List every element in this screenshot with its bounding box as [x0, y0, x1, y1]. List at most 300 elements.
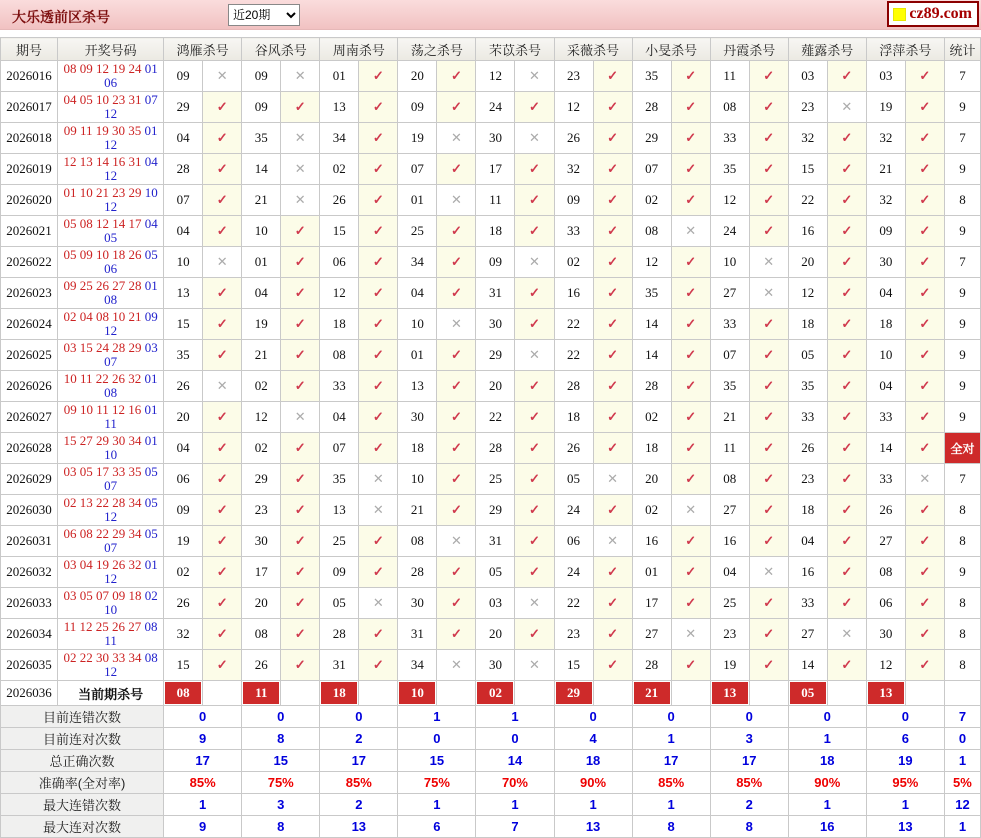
kill-number-cell: 14 — [866, 433, 905, 464]
check-mark-icon: ✓ — [437, 619, 476, 650]
kill-number-cell: 18 — [788, 309, 827, 340]
summary-value: 18 — [788, 750, 866, 772]
kill-number-cell: 19 — [710, 650, 749, 681]
check-mark-icon: ✓ — [905, 619, 944, 650]
back-area-number-2: 12 — [104, 168, 118, 183]
front-area-numbers: 02 13 22 28 34 — [63, 495, 142, 510]
current-mark-empty-cell — [359, 681, 398, 706]
front-area-numbers: 06 08 22 29 34 — [63, 526, 142, 541]
summary-label: 最大连对次数 — [1, 816, 164, 838]
kill-number-cell: 08 — [242, 619, 281, 650]
check-mark-icon: ✓ — [515, 154, 554, 185]
kill-number-cell: 29 — [632, 123, 671, 154]
draw-numbers-cell — [58, 61, 164, 92]
kill-number-table — [0, 37, 981, 838]
kill-number-cell: 01 — [398, 185, 437, 216]
kill-number-cell: 21 — [866, 154, 905, 185]
front-area-numbers: 01 10 21 23 29 — [63, 185, 142, 200]
stat-cell: 9 — [944, 309, 980, 340]
table-row — [1, 371, 981, 402]
check-mark-icon: ✓ — [359, 557, 398, 588]
front-area-numbers: 05 09 10 18 26 — [63, 247, 142, 262]
check-mark-icon: ✓ — [749, 92, 788, 123]
back-area-number-2: 12 — [104, 106, 118, 121]
table-row — [1, 340, 981, 371]
period-cell: 2026026 — [1, 371, 58, 402]
summary-value: 0 — [320, 706, 398, 728]
cross-mark-icon: ✕ — [437, 185, 476, 216]
header-draw: 开奖号码 — [58, 38, 164, 61]
table-row — [1, 402, 981, 433]
kill-number-cell: 29 — [164, 92, 203, 123]
kill-number-cell: 32 — [788, 123, 827, 154]
check-mark-icon: ✓ — [671, 526, 710, 557]
draw-numbers-cell — [58, 92, 164, 123]
summary-label: 最大连错次数 — [1, 794, 164, 816]
check-mark-icon: ✓ — [827, 371, 866, 402]
kill-number-cell: 09 — [476, 247, 515, 278]
check-mark-icon: ✓ — [749, 650, 788, 681]
current-mark-empty-cell — [827, 681, 866, 706]
front-area-numbers: 12 13 14 16 31 — [63, 154, 142, 169]
check-mark-icon: ✓ — [671, 154, 710, 185]
kill-number-cell: 27 — [866, 526, 905, 557]
current-kill-badge: 13 — [712, 682, 748, 704]
kill-number-cell: 26 — [164, 588, 203, 619]
kill-number-cell: 20 — [164, 402, 203, 433]
summary-value: 0 — [866, 706, 944, 728]
kill-number-cell: 04 — [866, 371, 905, 402]
kill-number-cell: 07 — [320, 433, 359, 464]
check-mark-icon: ✓ — [827, 278, 866, 309]
kill-number-cell: 16 — [554, 278, 593, 309]
stat-cell: 8 — [944, 588, 980, 619]
draw-numbers-cell — [58, 495, 164, 526]
kill-number-cell: 10 — [398, 464, 437, 495]
current-kill-badge: 21 — [634, 682, 670, 704]
check-mark-icon: ✓ — [671, 340, 710, 371]
check-mark-icon: ✓ — [437, 278, 476, 309]
summary-value: 7 — [476, 816, 554, 838]
summary-stat-value: 1 — [944, 816, 980, 838]
kill-number-cell: 30 — [476, 650, 515, 681]
kill-number-cell: 35 — [632, 278, 671, 309]
kill-number-cell: 16 — [788, 557, 827, 588]
kill-number-cell: 17 — [632, 588, 671, 619]
check-mark-icon: ✓ — [281, 340, 320, 371]
summary-value: 0 — [632, 706, 710, 728]
check-mark-icon: ✓ — [281, 216, 320, 247]
kill-number-cell: 28 — [632, 371, 671, 402]
current-mark-empty-cell — [515, 681, 554, 706]
check-mark-icon: ✓ — [905, 371, 944, 402]
table-row — [1, 526, 981, 557]
stat-cell: 8 — [944, 526, 980, 557]
check-mark-icon: ✓ — [437, 433, 476, 464]
header-expert-10: 浮萍杀号 — [866, 38, 944, 61]
summary-value: 8 — [242, 728, 320, 750]
check-mark-icon: ✓ — [203, 402, 242, 433]
summary-row — [1, 728, 981, 750]
front-area-numbers: 04 05 10 23 31 — [63, 92, 142, 107]
check-mark-icon: ✓ — [359, 123, 398, 154]
kill-number-cell: 18 — [320, 309, 359, 340]
draw-numbers-cell — [58, 154, 164, 185]
back-area-number-1: 09 — [144, 309, 158, 324]
check-mark-icon: ✓ — [671, 61, 710, 92]
kill-number-cell: 04 — [710, 557, 749, 588]
cross-mark-icon: ✕ — [749, 278, 788, 309]
kill-number-cell: 32 — [554, 154, 593, 185]
kill-number-cell: 04 — [164, 433, 203, 464]
back-area-number-2: 10 — [104, 602, 118, 617]
summary-label: 准确率(全对率) — [1, 772, 164, 794]
check-mark-icon: ✓ — [827, 433, 866, 464]
kill-number-cell: 23 — [554, 61, 593, 92]
check-mark-icon: ✓ — [515, 371, 554, 402]
summary-value: 8 — [632, 816, 710, 838]
check-mark-icon: ✓ — [515, 495, 554, 526]
draw-numbers-cell — [58, 588, 164, 619]
check-mark-icon: ✓ — [905, 433, 944, 464]
summary-value: 8 — [710, 816, 788, 838]
current-kill-badge: 18 — [321, 682, 357, 704]
cross-mark-icon: ✕ — [281, 61, 320, 92]
kill-number-cell: 33 — [866, 464, 905, 495]
draw-numbers-cell — [58, 402, 164, 433]
check-mark-icon: ✓ — [593, 371, 632, 402]
back-area-number-2: 07 — [104, 478, 118, 493]
kill-number-cell: 28 — [164, 154, 203, 185]
kill-number-cell: 02 — [242, 371, 281, 402]
summary-value: 85% — [320, 772, 398, 794]
kill-number-cell: 21 — [398, 495, 437, 526]
kill-number-cell: 25 — [476, 464, 515, 495]
check-mark-icon: ✓ — [593, 588, 632, 619]
cross-mark-icon: ✕ — [749, 557, 788, 588]
check-mark-icon: ✓ — [515, 464, 554, 495]
check-mark-icon: ✓ — [437, 92, 476, 123]
kill-number-cell: 22 — [476, 402, 515, 433]
check-mark-icon: ✓ — [671, 464, 710, 495]
current-mark-empty-cell — [905, 681, 944, 706]
period-cell: 2026016 — [1, 61, 58, 92]
check-mark-icon: ✓ — [437, 340, 476, 371]
check-mark-icon: ✓ — [827, 216, 866, 247]
check-mark-icon: ✓ — [593, 402, 632, 433]
kill-number-cell: 15 — [320, 216, 359, 247]
summary-value: 2 — [710, 794, 788, 816]
check-mark-icon: ✓ — [827, 464, 866, 495]
kill-number-cell: 30 — [476, 123, 515, 154]
check-mark-icon: ✓ — [671, 557, 710, 588]
kill-number-cell: 24 — [710, 216, 749, 247]
check-mark-icon: ✓ — [281, 247, 320, 278]
check-mark-icon: ✓ — [203, 526, 242, 557]
stat-cell: 9 — [944, 92, 980, 123]
summary-value: 6 — [398, 816, 476, 838]
period-range-select[interactable] — [228, 4, 300, 26]
back-area-number-1: 07 — [144, 92, 158, 107]
kill-number-cell: 24 — [554, 495, 593, 526]
check-mark-icon: ✓ — [593, 247, 632, 278]
summary-value: 0 — [242, 706, 320, 728]
check-mark-icon: ✓ — [281, 619, 320, 650]
header-expert-5: 芣苡杀号 — [476, 38, 554, 61]
kill-number-cell: 28 — [632, 92, 671, 123]
kill-number-cell: 11 — [710, 61, 749, 92]
check-mark-icon: ✓ — [359, 619, 398, 650]
summary-value: 2 — [320, 794, 398, 816]
back-area-number-1: 05 — [144, 464, 158, 479]
current-kill-cell — [632, 681, 671, 706]
header-expert-9: 薤露杀号 — [788, 38, 866, 61]
summary-stat-value: 5% — [944, 772, 980, 794]
summary-value: 9 — [164, 728, 242, 750]
kill-number-cell: 02 — [320, 154, 359, 185]
summary-row — [1, 750, 981, 772]
kill-number-cell: 31 — [476, 278, 515, 309]
check-mark-icon: ✓ — [905, 216, 944, 247]
check-mark-icon: ✓ — [749, 309, 788, 340]
summary-label: 目前连对次数 — [1, 728, 164, 750]
check-mark-icon: ✓ — [749, 433, 788, 464]
kill-number-cell: 35 — [320, 464, 359, 495]
kill-number-cell: 15 — [164, 309, 203, 340]
check-mark-icon: ✓ — [281, 278, 320, 309]
summary-value: 75% — [242, 772, 320, 794]
current-kill-badge: 02 — [477, 682, 513, 704]
kill-number-cell: 25 — [398, 216, 437, 247]
draw-numbers-cell — [58, 216, 164, 247]
header-expert-4: 荡之杀号 — [398, 38, 476, 61]
cross-mark-icon: ✕ — [515, 650, 554, 681]
kill-number-cell: 05 — [554, 464, 593, 495]
current-mark-empty-cell — [203, 681, 242, 706]
period-cell: 2026023 — [1, 278, 58, 309]
cross-mark-icon: ✕ — [515, 61, 554, 92]
period-cell: 2026018 — [1, 123, 58, 154]
check-mark-icon: ✓ — [203, 464, 242, 495]
summary-value: 85% — [710, 772, 788, 794]
back-area-number-2: 11 — [104, 633, 117, 648]
draw-numbers-cell — [58, 650, 164, 681]
kill-number-cell: 02 — [632, 185, 671, 216]
site-logo[interactable] — [887, 1, 979, 27]
kill-number-cell: 13 — [398, 371, 437, 402]
period-cell: 2026030 — [1, 495, 58, 526]
stat-cell: 7 — [944, 61, 980, 92]
check-mark-icon: ✓ — [437, 557, 476, 588]
kill-number-cell: 01 — [320, 61, 359, 92]
check-mark-icon: ✓ — [593, 650, 632, 681]
current-mark-empty-cell — [437, 681, 476, 706]
check-mark-icon: ✓ — [671, 92, 710, 123]
check-mark-icon: ✓ — [671, 371, 710, 402]
kill-number-cell: 35 — [632, 61, 671, 92]
cross-mark-icon: ✕ — [359, 588, 398, 619]
kill-number-cell: 26 — [788, 433, 827, 464]
check-mark-icon: ✓ — [827, 495, 866, 526]
summary-value: 3 — [710, 728, 788, 750]
kill-number-cell: 23 — [788, 464, 827, 495]
check-mark-icon: ✓ — [203, 495, 242, 526]
kill-number-cell: 28 — [320, 619, 359, 650]
current-mark-empty-cell — [281, 681, 320, 706]
kill-number-cell: 02 — [632, 495, 671, 526]
page-title: 大乐透前区杀号 — [12, 9, 110, 25]
front-area-numbers: 09 25 26 27 28 — [63, 278, 142, 293]
kill-number-cell: 27 — [632, 619, 671, 650]
summary-stat-value: 1 — [944, 750, 980, 772]
kill-number-cell: 26 — [554, 123, 593, 154]
stat-cell: 9 — [944, 402, 980, 433]
current-kill-badge: 11 — [243, 682, 279, 704]
kill-number-cell: 33 — [320, 371, 359, 402]
summary-value: 0 — [710, 706, 788, 728]
back-area-number-2: 05 — [104, 230, 118, 245]
current-kill-cell — [710, 681, 749, 706]
current-kill-cell — [242, 681, 281, 706]
check-mark-icon: ✓ — [749, 123, 788, 154]
kill-number-cell: 02 — [164, 557, 203, 588]
cross-mark-icon: ✕ — [671, 495, 710, 526]
back-area-number-2: 07 — [104, 540, 118, 555]
kill-number-cell: 33 — [866, 402, 905, 433]
check-mark-icon: ✓ — [359, 216, 398, 247]
period-cell: 2026033 — [1, 588, 58, 619]
stat-cell: 7 — [944, 123, 980, 154]
kill-number-cell: 13 — [320, 92, 359, 123]
back-area-number-2: 06 — [104, 261, 118, 276]
check-mark-icon: ✓ — [905, 340, 944, 371]
check-mark-icon: ✓ — [359, 154, 398, 185]
kill-number-cell: 33 — [710, 123, 749, 154]
draw-numbers-cell — [58, 464, 164, 495]
current-kill-badge: 08 — [165, 682, 201, 704]
kill-number-cell: 21 — [242, 185, 281, 216]
check-mark-icon: ✓ — [203, 154, 242, 185]
check-mark-icon: ✓ — [515, 433, 554, 464]
kill-number-cell: 31 — [320, 650, 359, 681]
current-kill-cell — [476, 681, 515, 706]
kill-number-cell: 02 — [242, 433, 281, 464]
stat-cell: 9 — [944, 557, 980, 588]
front-area-numbers: 11 12 25 26 27 — [63, 619, 142, 634]
check-mark-icon: ✓ — [515, 278, 554, 309]
cross-mark-icon: ✕ — [281, 123, 320, 154]
table-row — [1, 495, 981, 526]
kill-number-cell: 06 — [866, 588, 905, 619]
kill-number-cell: 15 — [164, 650, 203, 681]
front-area-numbers: 10 11 22 26 32 — [63, 371, 142, 386]
front-area-numbers: 15 27 29 30 34 — [63, 433, 142, 448]
summary-value: 1 — [788, 728, 866, 750]
check-mark-icon: ✓ — [671, 247, 710, 278]
check-mark-icon: ✓ — [281, 526, 320, 557]
summary-label: 目前连错次数 — [1, 706, 164, 728]
kill-number-cell: 24 — [476, 92, 515, 123]
cross-mark-icon: ✕ — [671, 619, 710, 650]
check-mark-icon: ✓ — [905, 123, 944, 154]
check-mark-icon: ✓ — [437, 371, 476, 402]
check-mark-icon: ✓ — [203, 216, 242, 247]
period-cell: 2026028 — [1, 433, 58, 464]
stat-cell: 8 — [944, 619, 980, 650]
kill-number-cell: 30 — [866, 619, 905, 650]
check-mark-icon: ✓ — [749, 464, 788, 495]
check-mark-icon: ✓ — [671, 278, 710, 309]
check-mark-icon: ✓ — [203, 588, 242, 619]
current-kill-badge: 10 — [399, 682, 435, 704]
kill-number-cell: 16 — [788, 216, 827, 247]
summary-value: 15 — [242, 750, 320, 772]
kill-number-cell: 19 — [164, 526, 203, 557]
stat-cell: 8 — [944, 650, 980, 681]
summary-value: 90% — [788, 772, 866, 794]
kill-number-cell: 35 — [242, 123, 281, 154]
front-area-numbers: 09 11 19 30 35 — [63, 123, 142, 138]
check-mark-icon: ✓ — [359, 278, 398, 309]
cross-mark-icon: ✕ — [593, 464, 632, 495]
back-area-number-1: 05 — [144, 247, 158, 262]
stat-cell — [944, 681, 980, 706]
header-expert-2: 谷风杀号 — [242, 38, 320, 61]
back-area-number-2: 12 — [104, 323, 118, 338]
check-mark-icon: ✓ — [827, 123, 866, 154]
back-area-number-2: 08 — [104, 292, 118, 307]
summary-value: 3 — [242, 794, 320, 816]
check-mark-icon: ✓ — [749, 216, 788, 247]
check-mark-icon: ✓ — [515, 557, 554, 588]
kill-number-cell: 07 — [710, 340, 749, 371]
summary-label: 总正确次数 — [1, 750, 164, 772]
check-mark-icon: ✓ — [359, 247, 398, 278]
kill-number-cell: 35 — [710, 371, 749, 402]
current-kill-cell — [320, 681, 359, 706]
kill-number-cell: 12 — [632, 247, 671, 278]
check-mark-icon: ✓ — [905, 495, 944, 526]
summary-stat-value: 7 — [944, 706, 980, 728]
summary-row — [1, 794, 981, 816]
check-mark-icon: ✓ — [515, 402, 554, 433]
summary-value: 8 — [242, 816, 320, 838]
kill-number-cell: 35 — [710, 154, 749, 185]
back-area-number-1: 01 — [144, 557, 158, 572]
kill-number-cell: 08 — [866, 557, 905, 588]
check-mark-icon: ✓ — [827, 557, 866, 588]
summary-value: 0 — [476, 728, 554, 750]
back-area-number-1: 01 — [144, 402, 158, 417]
check-mark-icon: ✓ — [437, 495, 476, 526]
check-mark-icon: ✓ — [281, 495, 320, 526]
period-cell: 2026021 — [1, 216, 58, 247]
check-mark-icon: ✓ — [827, 588, 866, 619]
check-mark-icon: ✓ — [749, 619, 788, 650]
back-area-number-2: 12 — [104, 509, 118, 524]
summary-value: 90% — [554, 772, 632, 794]
summary-value: 6 — [866, 728, 944, 750]
kill-number-cell: 18 — [476, 216, 515, 247]
front-area-numbers: 08 09 12 19 24 — [63, 61, 142, 76]
kill-number-cell: 04 — [242, 278, 281, 309]
back-area-number-2: 08 — [104, 385, 118, 400]
check-mark-icon: ✓ — [749, 371, 788, 402]
kill-number-cell: 26 — [164, 371, 203, 402]
summary-value: 1 — [476, 706, 554, 728]
summary-value: 18 — [554, 750, 632, 772]
kill-number-cell: 22 — [554, 588, 593, 619]
